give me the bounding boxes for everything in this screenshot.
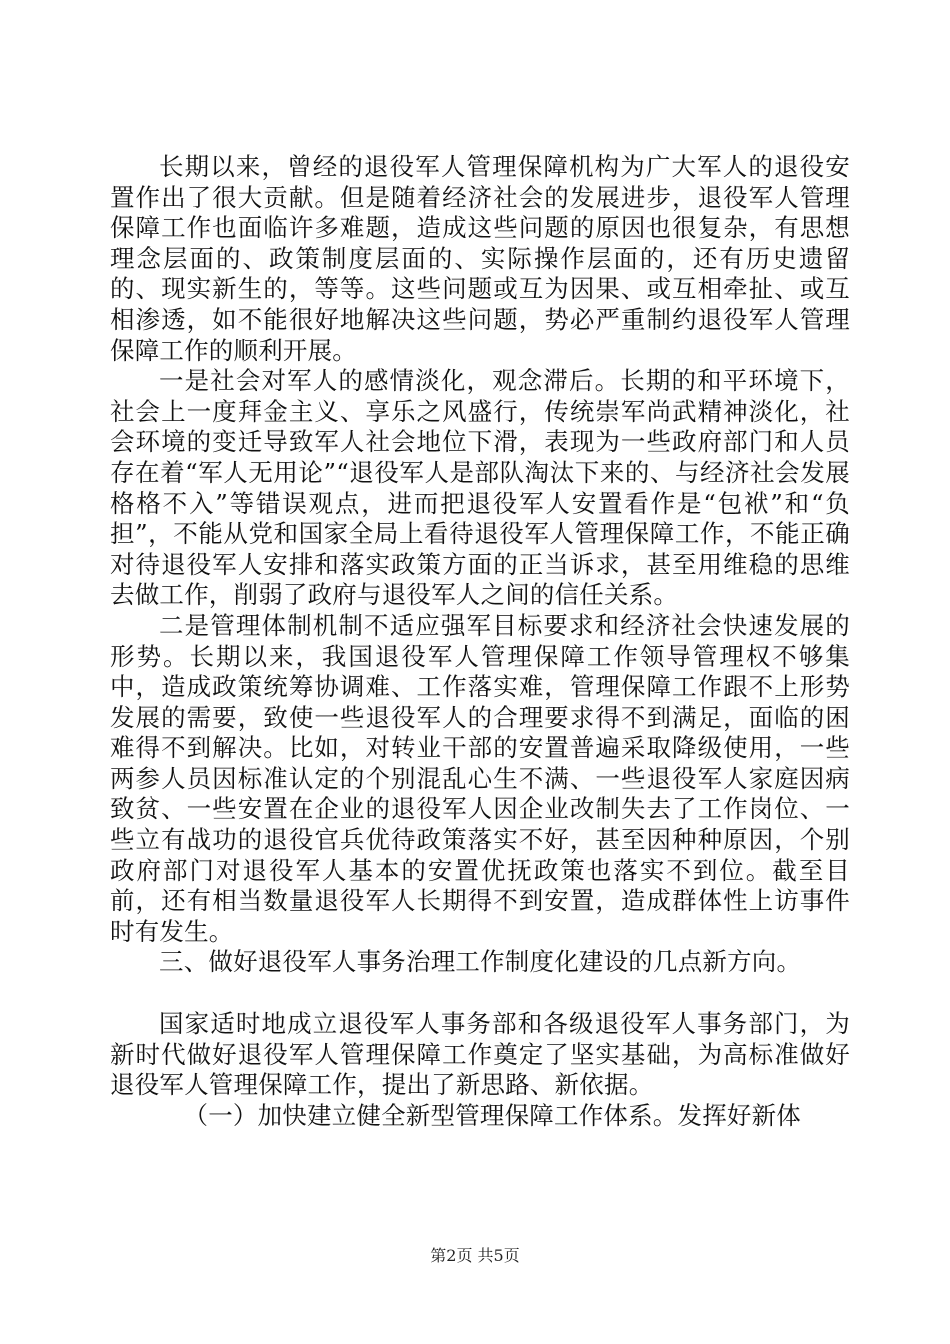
page-footer: 第2页 共5页 bbox=[430, 1246, 520, 1265]
document-body bbox=[110, 152, 850, 1131]
paragraph-5: 国家适时地成立退役军人事务部和各级退役军人事务部门，为新时代做好退役军人管理保障工作奠定了坚实基础，为高标准做好退役军人管理保障工作，提出了新思路、新依据。 bbox=[110, 1009, 850, 1100]
subsection-heading-1: （一）加快建立健全新型管理保障工作体系。发挥好新体 bbox=[183, 1100, 801, 1130]
paragraph-1: 长期以来，曾经的退役军人管理保障机构为广大军人的退役安置作出了很大贡献。但是随着经济社会的发展进步，退役军人管理保障工作也面临许多难题，造成这些问题的原因也很复杂，有思想理念层面的、政策制度层面的、实际操作层面的，还有历史遗留的、现实新生的，等等。这些问题或互为因果、或互相牵扯、或互相渗透，如不能很好地解决这些问题，势必严重制约退役军人管理保障工作的顺利开展。 bbox=[110, 152, 850, 365]
paragraph-2: 一是社会对军人的感情淡化，观念滞后。长期的和平环境下，社会上一度拜金主义、享乐之风盛行，传统崇军尚武精神淡化，社会环境的变迁导致军人社会地位下滑，表现为一些政府部门和人员存在着“军人无用论”“退役军人是部队淘汰下来的、与经济社会发展格格不入”等错误观点，进而把退役军人安置看作是“包袱”和“负担”，不能从党和国家全局上看待退役军人管理保障工作，不能正确对待退役军人安排和落实政策方面的正当诉求，甚至用维稳的思维去做工作，削弱了政府与退役军人之间的信任关系。 bbox=[110, 366, 850, 610]
section-heading-3: 三、做好退役军人事务治理工作制度化建设的几点新方向。 bbox=[159, 947, 802, 977]
paragraph-3: 二是管理体制机制不适应强军目标要求和经济社会快速发展的形势。长期以来，我国退役军人管理保障工作领导管理权不够集中，造成政策统筹协调难、工作落实难，管理保障工作跟不上形势发展的需要，致使一些退役军人的合理要求得不到满足，面临的困难得不到解决。比如，对转业干部的安置普遍采取降级使用，一些两参人员因标准认定的个别混乱心生不满、一些退役军人家庭因病致贫、一些安置在企业的退役军人因企业改制失去了工作岗位、一些立有战功的退役官兵优待政策落实不好，甚至因种种原因，个别政府部门对退役军人基本的安置优抚政策也落实不到位。截至目前，还有相当数量退役军人长期得不到安置，造成群体性上访事件时有发生。 bbox=[110, 610, 850, 946]
